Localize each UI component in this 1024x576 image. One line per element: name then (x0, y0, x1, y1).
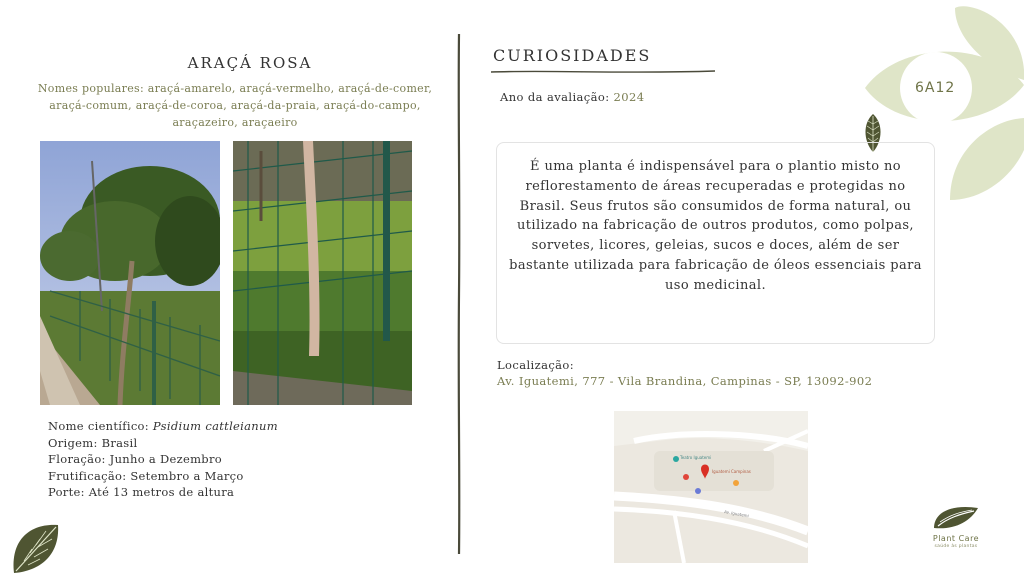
map-label-2: Av. Iguatemi (723, 509, 750, 519)
plant-photo-tree (40, 141, 220, 405)
scientific-name: Psidium cattleianum (152, 419, 278, 433)
evaluation-year (500, 90, 644, 104)
title-underline (491, 69, 715, 75)
flowering-row: Floração: Junho a Dezembro (48, 452, 222, 466)
plant-facts (48, 418, 428, 501)
description-box (496, 142, 935, 344)
scientific-name-label: Nome científico: (48, 419, 153, 433)
plant-care-logo-icon (930, 502, 982, 532)
map-label-0: Teatro Iguatemi (680, 455, 712, 460)
leaf-decoration-bottom-left (0, 515, 70, 576)
description-text: É uma planta é indispensável para o plantio misto no reflorestamento de áreas recuperadas e protegidas no Brasil. Seus frutos são consumidos de forma natural, ou utilizado na fabricação de outros produtos, como polpas, sorvetes, licores, geleias, sucos e doces, além de ser bastante utilizada para fabricação de óleos essenciais para uso medicinal. (509, 159, 922, 293)
popular-names: Nomes populares: araçá-amarelo, araçá-vermelho, araçá-de-comer, araçá-comum, araçá-de-coroa, araçá-da-praia, araçá-do-campo, araçazeiro, araçaeiro (37, 82, 433, 129)
evaluation-year-label: Ano da avaliação: (500, 90, 614, 104)
collection-code-badge: 6A12 (915, 80, 956, 96)
location-address: Av. Iguatemi, 777 - Vila Brandina, Campinas - SP, 13092-902 (497, 374, 873, 388)
vertical-divider (454, 34, 464, 554)
location-label: Localização: (497, 358, 575, 372)
origin-row: Origem: Brasil (48, 435, 138, 450)
evaluation-year-value: 2024 (613, 90, 645, 104)
curiosities-title: CURIOSIDADES (493, 46, 652, 65)
plant-title: ARAÇÁ ROSA (187, 54, 313, 72)
brand-tagline: saúde às plantas (934, 544, 978, 549)
map-label-1: Iguatemi Campinas (712, 469, 751, 474)
size-row: Porte: Até 13 metros de altura (48, 485, 235, 499)
brand-name: Plant Care (932, 534, 980, 543)
location-map[interactable] (614, 411, 808, 563)
plant-photo-trunk (233, 141, 412, 405)
fruiting-row: Frutificação: Setembro a Março (48, 468, 244, 483)
scientific-name-row (48, 418, 428, 435)
